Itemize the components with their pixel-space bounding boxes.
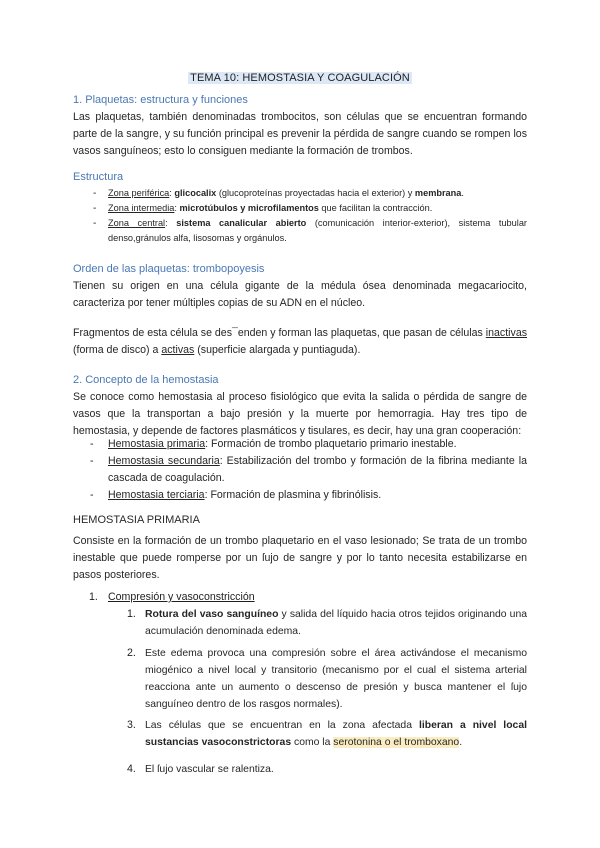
- bullet-dash: -: [90, 438, 94, 450]
- bullet-dash: -: [90, 455, 94, 467]
- list-item-hemostasia-secundaria: Hemostasia secundaria: Estabilización del trombo y formación de la fibrina mediante la cascada de coagulación.: [108, 455, 527, 484]
- list-item-hemostasia-primaria: Hemostasia primaria: Formación de trombo plaquetario primario inestable.: [108, 438, 457, 450]
- substep-number: 1.: [127, 608, 136, 620]
- primaria-paragraph: Consiste en la formación de un trombo plaquetario en el vaso lesionado; Se trata de un trombo inestable que puede romperse por un ſujo de sangre y por lo tanto necesita estabilizarse en pasos posteriores.: [73, 535, 527, 581]
- section-1-paragraph: Las plaquetas, también denominadas trombocitos, son células que se encuentran formando parte de la sangre, y su función principal es prevenir la pérdida de sangre cuando se rompen los vasos sanguíneos; esto lo consiguen mediante la formación de trombos.: [73, 111, 527, 157]
- estructura-heading: Estructura: [73, 171, 124, 183]
- bullet-dash: -: [93, 188, 97, 199]
- substep-1: Rotura del vaso sanguíneo y salida del líquido hacia otros tejidos originando una acumulación denominada edema.: [145, 609, 527, 637]
- list-item-zona-periferica: Zona periférica: glicocalix (glucoproteínas proyectadas hacia el exterior) y membrana.: [108, 188, 464, 198]
- orden-paragraph-2: Fragmentos de esta célula se des¯enden y forman las plaquetas, que pasan de células inactivas (forma de disco) a activas (superficie alargada y puntiaguda).: [73, 327, 528, 356]
- list-item-zona-intermedia: Zona intermedia: microtúbulos y microfilamentos que facilitan la contracción.: [108, 203, 433, 213]
- substep-number: 2.: [127, 647, 136, 659]
- section-2-paragraph: Se conoce como hemostasia al proceso fisiológico que evita la salida o pérdida de sangre de vasos que la transportan a bajo presión y la muerte por hemorragia. Hay tres tipo de hemostasia, y depende de factores plasmáticos y tisulares, es decir, hay una gran cooperación:: [73, 391, 527, 437]
- orden-paragraph-1: Tienen su origen en una célula gigante de la médula ósea denominada megacariocito, caracteriza por tener múltiples copias de su ADN en el núcleo.: [73, 280, 527, 309]
- bullet-dash: -: [93, 218, 97, 229]
- substep-number: 3.: [127, 719, 136, 731]
- list-item-zona-central: Zona central: sistema canalicular abierto (comunicación interior-exterior), sistema tubular denso,gránulos alfa, lisosomas y orgánulos.: [108, 218, 527, 243]
- primaria-heading: HEMOSTASIA PRIMARIA: [73, 514, 200, 526]
- page-title: TEMA 10: HEMOSTASIA Y COAGULACIÓN: [190, 72, 410, 84]
- substep-4: El ſujo vascular se ralentiza.: [145, 764, 274, 775]
- substep-2: Este edema provoca una compresión sobre el área activándose el mecanismo miogénico a nivel local y transitorio (mecanismo por el cual el sistema arterial reacciona ante un aumento o descenso de presión y busca mantener el ſujo sanguíneo dentro de los rasgos normales).: [145, 648, 527, 710]
- substep-3: Las células que se encuentran en la zona afectada liberan a nivel local sustancias vasoconstrictoras como la serotonina o el tromboxano.: [145, 720, 527, 748]
- step-1-number: 1.: [89, 591, 98, 603]
- substep-number: 4.: [127, 763, 136, 775]
- step-1-title: Compresión y vasoconstricción: [108, 591, 255, 603]
- list-item-hemostasia-terciaria: Hemostasia terciaria: Formación de plasmina y fibrinólisis.: [108, 489, 382, 501]
- highlight-mark: serotonina o el tromboxano: [333, 737, 460, 748]
- section-1-heading: 1. Plaquetas: estructura y funciones: [73, 94, 248, 106]
- bullet-dash: -: [93, 203, 97, 214]
- bullet-dash: -: [90, 489, 94, 501]
- section-2-heading: 2. Concepto de la hemostasia: [73, 374, 219, 386]
- orden-heading: Orden de las plaquetas: trombopoyesis: [73, 263, 265, 275]
